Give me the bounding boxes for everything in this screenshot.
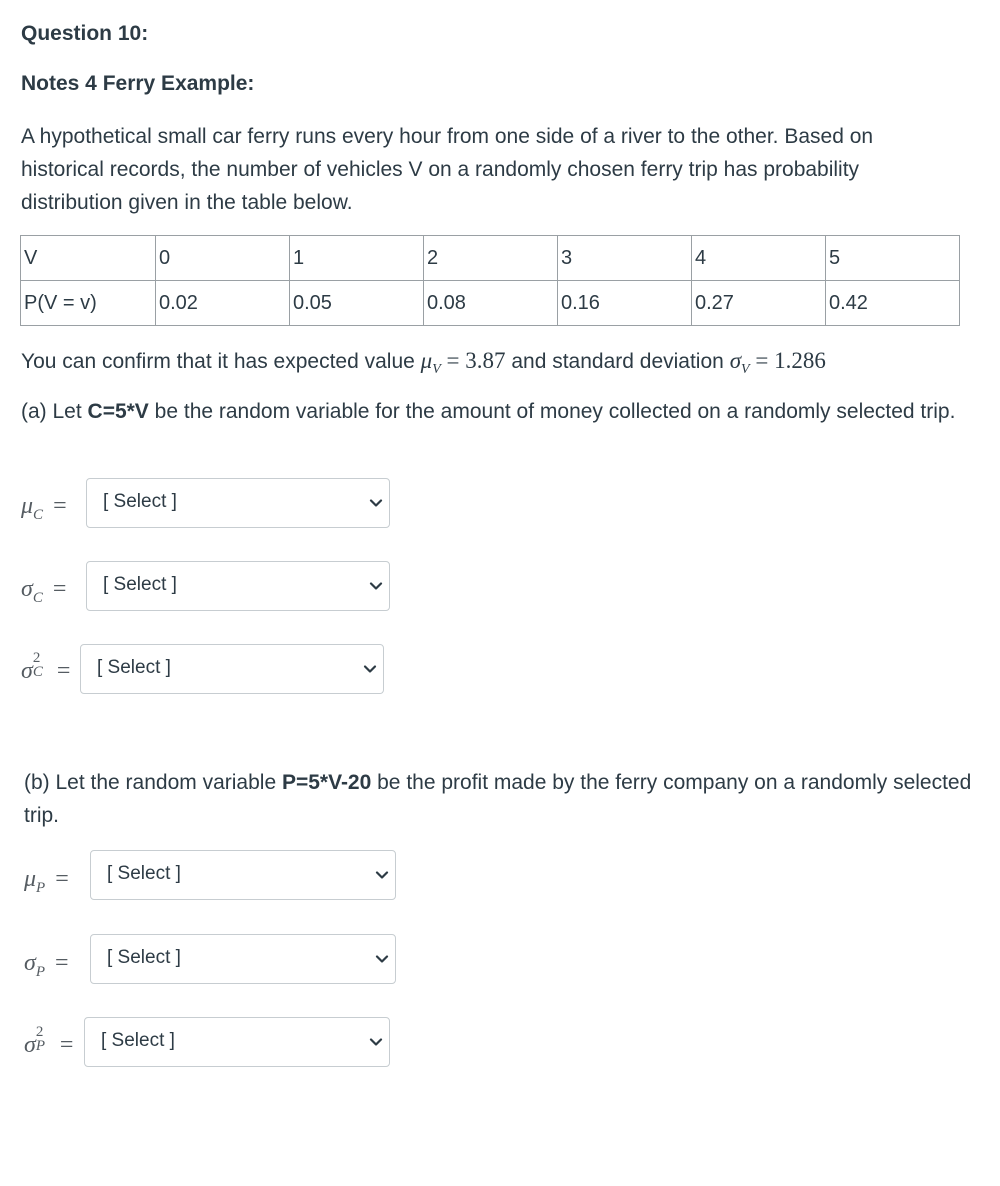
sigma-p-select[interactable]: [ Select ] — [90, 934, 396, 984]
variance-p-select[interactable]: [ Select ] — [84, 1017, 390, 1067]
sigma-c-select[interactable]: [ Select ] — [86, 561, 390, 611]
sigma-v-expression: $\sigma_V = 1.286$ — [729, 348, 826, 377]
table-cell-value: 2 — [424, 236, 558, 281]
variance-c-label: σ 2 C = — [21, 650, 71, 684]
chevron-down-icon — [368, 578, 384, 594]
confirm-text-middle: and standard deviation — [511, 350, 724, 373]
table-cell-prob: 0.27 — [692, 281, 826, 326]
table-cell-value: 3 — [558, 236, 692, 281]
variance-c-select[interactable]: [ Select ] — [80, 644, 384, 694]
chevron-down-icon — [374, 951, 390, 967]
table-cell-prob: 0.16 — [558, 281, 692, 326]
table-cell-prob: 0.42 — [826, 281, 960, 326]
question-title: Question 10: — [21, 22, 149, 45]
table-cell-value: 0 — [156, 236, 290, 281]
mu-v-expression: $\mu_V = 3.87$ — [420, 348, 506, 377]
part-b-variable: P=5*V-20 — [281, 771, 372, 794]
table-header-p: P(V = v) — [21, 281, 156, 326]
table-row-probabilities — [21, 281, 960, 326]
table-cell-value: 1 — [290, 236, 424, 281]
chevron-down-icon — [362, 661, 378, 677]
mu-p-select[interactable]: [ Select ] — [90, 850, 396, 900]
table-cell-prob: 0.05 — [290, 281, 424, 326]
table-cell-value: 5 — [826, 236, 960, 281]
confirm-text-before: You can confirm that it has expected value — [21, 350, 415, 373]
expected-value-statement — [21, 345, 826, 386]
chevron-down-icon — [368, 495, 384, 511]
question-intro: A hypothetical small car ferry runs every hour from one side of a river to the other. Based on historical records, the number of vehicles V on a randomly chosen ferry trip has probability distribution given in the table below. — [21, 125, 874, 214]
part-b-text: (b) Let the random variable P=5*V-20 be the profit made by the ferry company on a randomly selected trip. — [24, 771, 972, 827]
question-subtitle: Notes 4 Ferry Example: — [21, 72, 255, 95]
table-cell-value: 4 — [692, 236, 826, 281]
variance-p-label: σ 2 P = — [24, 1024, 74, 1058]
table-row-values — [21, 236, 960, 281]
sigma-c-label: $\sigma_C$ = — [21, 576, 67, 606]
chevron-down-icon — [374, 867, 390, 883]
mu-c-select[interactable]: [ Select ] — [86, 478, 390, 528]
part-a-text: (a) Let C=5*V be the random variable for the amount of money collected on a randomly selected trip. — [21, 400, 956, 423]
mu-c-label: $\mu_C$ = — [21, 493, 67, 523]
table-header-v: V — [21, 236, 156, 281]
part-a-variable: C=5*V — [87, 400, 149, 423]
table-cell-prob: 0.08 — [424, 281, 558, 326]
mu-p-label: $\mu_P$ = — [24, 866, 69, 896]
probability-table — [20, 235, 960, 326]
chevron-down-icon — [368, 1034, 384, 1050]
table-cell-prob: 0.02 — [156, 281, 290, 326]
sigma-p-label: $\sigma_P$ = — [24, 950, 69, 980]
